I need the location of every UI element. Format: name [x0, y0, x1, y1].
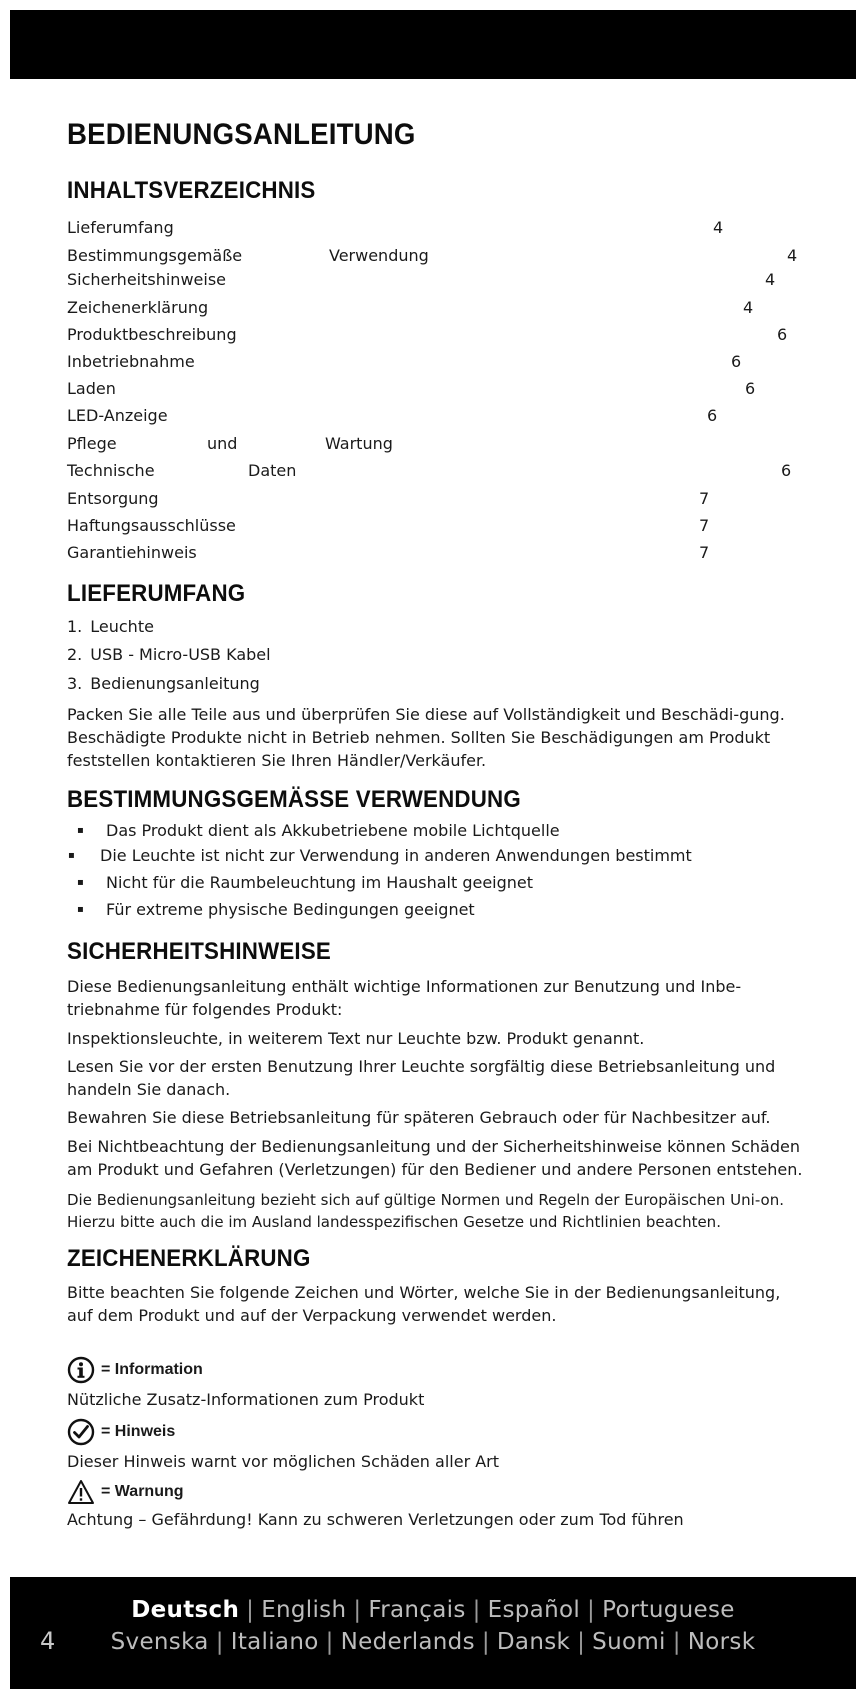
list-item: Für extreme physische Bedingungen geeignet	[106, 900, 475, 919]
toc-entry-text: LED-Anzeige	[67, 406, 168, 425]
language-list-line-1	[10, 1597, 856, 1623]
language-separator: |	[672, 1629, 681, 1655]
language-link-español[interactable]: Español	[487, 1597, 581, 1623]
document-title: BEDIENUNGSANLEITUNG	[67, 118, 416, 151]
toc-entry-text: Zeichenerklärung	[67, 298, 209, 317]
toc-page-number: 6	[777, 325, 788, 344]
symbol-information	[67, 1355, 203, 1385]
language-link-suomi[interactable]: Suomi	[592, 1629, 666, 1655]
zeichen-heading: ZEICHENERKLÄRUNG	[67, 1245, 311, 1272]
language-separator: |	[215, 1629, 224, 1655]
toc-entry-text: Lieferumfang	[67, 218, 174, 237]
toc-entry	[67, 298, 807, 320]
bullet-icon: ▪	[68, 850, 75, 861]
toc-page-number: 4	[787, 246, 798, 265]
toc-entry	[67, 489, 807, 511]
toc-entry-text: Produktbeschreibung	[67, 325, 237, 344]
language-link-deutsch[interactable]: Deutsch	[131, 1597, 240, 1623]
language-separator: |	[353, 1597, 362, 1623]
symbol-warnung-text: Achtung – Gefährdung! Kann zu schweren Verletzungen oder zum Tod führen	[67, 1510, 684, 1529]
toc-entry	[67, 379, 807, 401]
language-separator: |	[577, 1629, 586, 1655]
toc-entry	[67, 406, 807, 428]
toc-entry-text: Sicherheitshinweise	[67, 270, 226, 289]
sicherheit-paragraph: Die Bedienungsanleitung bezieht sich auf gültige Normen und Regeln der Europäischen Uni-on. Hierzu bitte auch die im Ausland landesspezifischen Gesetze und Richtlinien beachten.	[67, 1191, 784, 1231]
language-link-english[interactable]: English	[261, 1597, 347, 1623]
top-bar	[10, 10, 856, 79]
list-item-number: 3.	[67, 674, 83, 693]
footer-bar	[10, 1577, 856, 1689]
symbol-information-text: Nützliche Zusatz-Informationen zum Produkt	[67, 1390, 425, 1409]
toc-entry	[67, 543, 807, 565]
bullet-icon: ▪	[77, 904, 84, 915]
list-item-text: Bedienungsanleitung	[90, 674, 260, 693]
toc-entry-text: Verwendung	[329, 246, 429, 265]
language-link-nederlands[interactable]: Nederlands	[340, 1629, 475, 1655]
language-separator: |	[481, 1629, 490, 1655]
bullet-icon: ▪	[77, 877, 84, 888]
lieferumfang-heading: LIEFERUMFANG	[67, 580, 246, 607]
list-item-number: 1.	[67, 617, 83, 636]
language-separator: |	[472, 1597, 481, 1623]
toc-heading: INHALTSVERZEICHNIS	[67, 177, 316, 204]
toc-entry-text: Pflege	[67, 434, 117, 453]
sicherheit-paragraph: Diese Bedienungsanleitung enthält wichtige Informationen zur Benutzung und Inbe-triebnahme für folgendes Produkt:	[67, 977, 742, 1019]
sicherheit-paragraph: Inspektionsleuchte, in weiterem Text nur Leuchte bzw. Produkt genannt.	[67, 1029, 645, 1048]
toc-entry-text: Entsorgung	[67, 489, 159, 508]
symbol-warnung	[67, 1477, 184, 1507]
sicherheit-paragraph: Bewahren Sie diese Betriebsanleitung für späteren Gebrauch oder für Nachbesitzer auf.	[67, 1108, 771, 1127]
toc-entry	[67, 434, 807, 456]
language-separator: |	[325, 1629, 334, 1655]
language-separator: |	[246, 1597, 255, 1623]
toc-page-number: 6	[731, 352, 742, 371]
zeichen-intro: Bitte beachten Sie folgende Zeichen und Wörter, welche Sie in der Bedienungsanleitung, auf dem Produkt und auf der Verpackung verwendet werden.	[67, 1283, 781, 1325]
symbol-information-label: = Information	[101, 1361, 203, 1378]
sicherheit-paragraph: Bei Nichtbeachtung der Bedienungsanleitung und der Sicherheitshinweise können Schäden am Produkt und Gefahren (Verletzungen) für den Bediener und andere Personen entstehen.	[67, 1137, 803, 1179]
symbol-hinweis-text: Dieser Hinweis warnt vor möglichen Schäden aller Art	[67, 1452, 500, 1471]
language-link-norsk[interactable]: Norsk	[687, 1629, 756, 1655]
toc-page-number: 6	[745, 379, 756, 398]
toc-entry-text: Bestimmungsgemäße	[67, 246, 243, 265]
list-item	[67, 674, 260, 693]
language-link-italiano[interactable]: Italiano	[230, 1629, 319, 1655]
info-icon	[67, 1356, 95, 1384]
toc-entry-text: Daten	[248, 461, 297, 480]
warning-icon	[67, 1478, 95, 1506]
list-item: Das Produkt dient als Akkubetriebene mobile Lichtquelle	[106, 821, 560, 840]
symbol-warnung-label: = Warnung	[101, 1483, 184, 1500]
toc-entry	[67, 352, 807, 374]
sicherheit-paragraph: Lesen Sie vor der ersten Benutzung Ihrer Leuchte sorgfältig diese Betriebsanleitung und handeln Sie danach.	[67, 1057, 776, 1099]
list-item-number: 2.	[67, 645, 83, 664]
list-item	[67, 645, 271, 664]
toc-page-number: 4	[743, 298, 754, 317]
symbol-hinweis	[67, 1417, 175, 1447]
list-item: Nicht für die Raumbeleuchtung im Haushalt geeignet	[106, 873, 534, 892]
toc-entry-text: Haftungsausschlüsse	[67, 516, 236, 535]
toc-page-number: 6	[707, 406, 718, 425]
check-icon	[67, 1418, 95, 1446]
toc-page-number: 7	[699, 543, 710, 562]
toc-page-number: 4	[765, 270, 776, 289]
list-item-text: Leuchte	[90, 617, 154, 636]
list-item-text: USB - Micro-USB Kabel	[90, 645, 271, 664]
toc-entry	[67, 218, 807, 240]
toc-entry-text: Inbetriebnahme	[67, 352, 195, 371]
bullet-icon: ▪	[77, 825, 84, 836]
language-link-svenska[interactable]: Svenska	[110, 1629, 209, 1655]
toc-entry-text: Laden	[67, 379, 116, 398]
page-number: 4	[40, 1627, 56, 1655]
toc-page-number: 6	[781, 461, 792, 480]
lieferumfang-note: Packen Sie alle Teile aus und überprüfen Sie diese auf Vollständigkeit und Beschädi-gung. Beschädigte Produkte nicht in Betrieb nehmen. Sollten Sie Beschädigungen am Produkt feststellen kontaktieren Sie Ihren Händler/Verkäufer.	[67, 705, 785, 770]
language-list-line-2	[10, 1629, 856, 1655]
toc-page-number: 4	[713, 218, 724, 237]
toc-entry	[67, 270, 807, 292]
verwendung-heading: BESTIMMUNGSGEMÄSSE VERWENDUNG	[67, 786, 521, 813]
language-link-portuguese[interactable]: Portuguese	[602, 1597, 735, 1623]
toc-entry	[67, 246, 807, 268]
language-separator: |	[587, 1597, 596, 1623]
list-item: Die Leuchte ist nicht zur Verwendung in anderen Anwendungen bestimmt	[100, 846, 692, 865]
sicherheit-heading: SICHERHEITSHINWEISE	[67, 938, 331, 965]
toc-page-number: 7	[699, 489, 710, 508]
toc-entry	[67, 516, 807, 538]
language-link-français[interactable]: Français	[368, 1597, 466, 1623]
toc-entry	[67, 325, 807, 347]
toc-entry	[67, 461, 807, 483]
symbol-hinweis-label: = Hinweis	[101, 1423, 176, 1440]
toc-entry-text: Wartung	[325, 434, 393, 453]
list-item	[67, 617, 154, 636]
toc-entry-text: Garantiehinweis	[67, 543, 197, 562]
toc-entry-text: Technische	[67, 461, 155, 480]
language-link-dansk[interactable]: Dansk	[496, 1629, 571, 1655]
toc-entry-text: und	[207, 434, 238, 453]
toc-page-number: 7	[699, 516, 710, 535]
